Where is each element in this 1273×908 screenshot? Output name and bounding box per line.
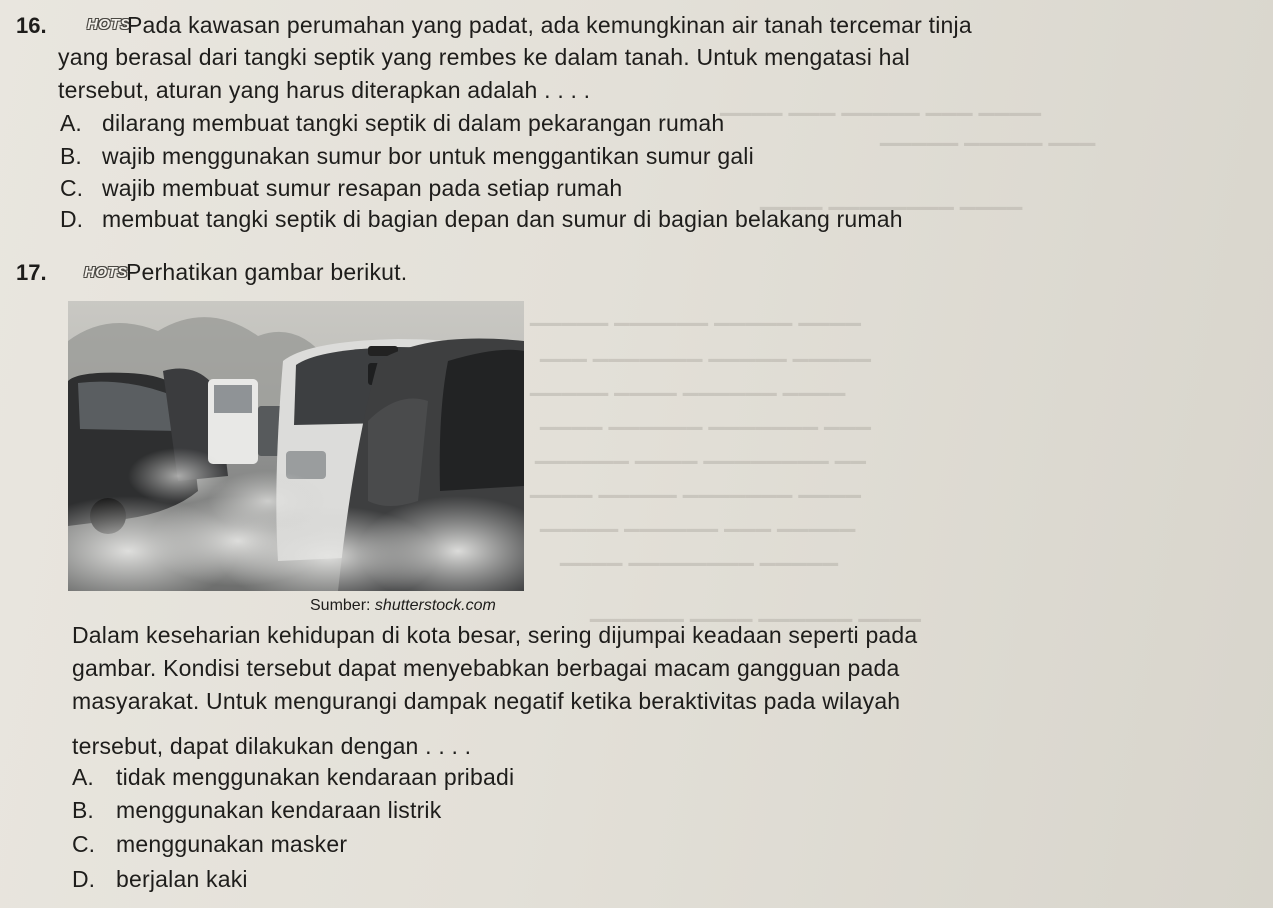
question-17-text-line: tersebut, dapat dilakukan dengan . . . . <box>72 733 472 759</box>
photo-source-caption <box>310 597 496 615</box>
show-through-line: ▁▁▁▁▁ ▁▁▁▁ ▁▁▁▁▁▁ ▁▁▁▁ <box>530 374 846 396</box>
show-through-line: ▁▁▁▁ ▁▁▁▁▁ ▁▁▁▁▁▁▁ ▁▁▁▁ <box>530 476 862 498</box>
show-through-line: ▁▁▁▁ ▁▁▁▁▁▁ ▁▁▁▁▁▁▁ ▁▁▁ <box>540 408 872 430</box>
show-through-line: ▁▁▁▁ ▁▁▁▁▁▁▁▁ ▁▁▁▁ <box>760 188 1023 210</box>
option-d-letter[interactable]: D. <box>60 206 83 232</box>
option-a-text[interactable]: tidak menggunakan kendaraan pribadi <box>116 764 515 790</box>
question-16-text-line: Pada kawasan perumahan yang padat, ada kemungkinan air tanah tercemar tinja <box>127 12 972 38</box>
show-through-line: ▁▁▁▁▁▁ ▁▁▁▁ ▁▁▁▁▁▁ ▁▁▁▁ <box>590 600 922 622</box>
option-b-text[interactable]: wajib menggunakan sumur bor untuk menggantikan sumur gali <box>102 143 754 169</box>
show-through-line: ▁▁▁▁▁▁ ▁▁▁▁ ▁▁▁▁▁▁▁▁ ▁▁ <box>535 442 867 464</box>
option-c-text[interactable]: wajib membuat sumur resapan pada setiap rumah <box>102 175 623 201</box>
option-b-letter[interactable]: B. <box>60 143 82 169</box>
question-17-text-line: Dalam keseharian kehidupan di kota besar, sering dijumpai keadaan seperti pada <box>72 622 918 648</box>
question-17-intro: Perhatikan gambar berikut. <box>126 259 408 285</box>
question-16-text-line: yang berasal dari tangki septik yang rembes ke dalam tanah. Untuk mengatasi hal <box>58 44 910 70</box>
traffic-pollution-photo <box>68 301 524 591</box>
option-d-text[interactable]: berjalan kaki <box>116 866 248 892</box>
question-17-text-line: gambar. Kondisi tersebut dapat menyebabkan berbagai macam gangguan pada <box>72 655 900 681</box>
question-16-text-line: tersebut, aturan yang harus diterapkan adalah . . . . <box>58 77 591 103</box>
option-a-text[interactable]: dilarang membuat tangki septik di dalam pekarangan rumah <box>102 110 725 136</box>
show-through-line: ▁▁▁ ▁▁▁▁▁▁▁ ▁▁▁▁▁ ▁▁▁▁▁ <box>540 340 872 362</box>
option-d-letter[interactable]: D. <box>72 866 95 892</box>
option-a-letter[interactable]: A. <box>72 764 94 790</box>
option-b-letter[interactable]: B. <box>72 797 94 823</box>
caption-source: shutterstock.com <box>374 597 496 614</box>
show-through-line: ▁▁▁▁▁ ▁▁▁▁▁ ▁▁▁ <box>880 124 1096 146</box>
option-c-text[interactable]: menggunakan masker <box>116 831 348 857</box>
show-through-line: ▁▁▁▁▁ ▁▁▁▁▁▁ ▁▁▁▁▁ ▁▁▁▁ <box>530 304 862 326</box>
question-16-number: 16. <box>16 13 47 38</box>
show-through-line: ▁▁▁▁ ▁▁▁▁▁▁▁▁ ▁▁▁▁▁ <box>560 544 839 566</box>
option-c-letter[interactable]: C. <box>72 831 95 857</box>
question-17-text-line: masyarakat. Untuk mengurangi dampak negatif ketika beraktivitas pada wilayah <box>72 688 901 714</box>
show-through-line: ▁▁▁▁ ▁▁▁ ▁▁▁▁▁ ▁▁▁ ▁▁▁▁ <box>720 94 1042 116</box>
show-through-line: ▁▁▁▁▁ ▁▁▁▁▁▁ ▁▁▁ ▁▁▁▁▁ <box>540 510 856 532</box>
option-a-letter[interactable]: A. <box>60 110 82 136</box>
question-17-number: 17. <box>16 260 47 285</box>
caption-prefix: Sumber: <box>310 597 375 614</box>
hots-badge: HOTS <box>84 264 128 281</box>
option-b-text[interactable]: menggunakan kendaraan listrik <box>116 797 442 823</box>
option-d-text[interactable]: membuat tangki septik di bagian depan dan sumur di bagian belakang rumah <box>102 206 903 232</box>
option-c-letter[interactable]: C. <box>60 175 83 201</box>
hots-badge: HOTS <box>87 16 131 33</box>
